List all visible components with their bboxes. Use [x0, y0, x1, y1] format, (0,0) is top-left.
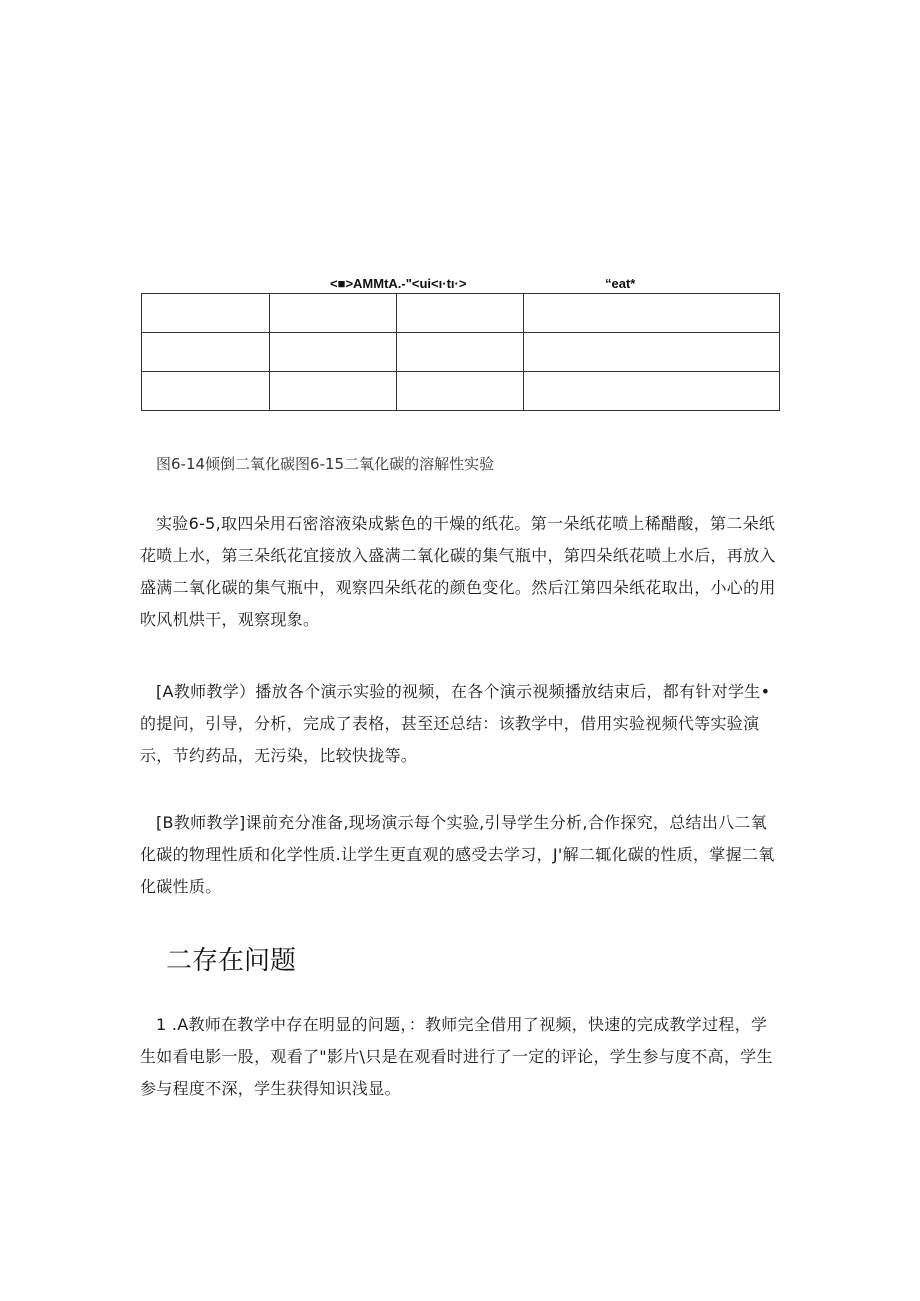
table-cell — [270, 372, 397, 411]
table-row — [142, 372, 780, 411]
section-heading: 二存在问题 — [166, 946, 297, 976]
table-cell — [524, 294, 780, 333]
table-caption-right: “eat* — [605, 276, 636, 291]
table-caption — [140, 276, 780, 294]
paragraph-teacher-a: [A教师教学）播放各个演示实验的视频，在各个演示视频播放结束后，都有针对学生•的提问，引导，分析，完成了表格，甚至还总结：该教学中，借用实验视频代等实验演示，节约药品，无污染，比较快拢等。 — [140, 682, 771, 765]
paragraph-problem-1: 1 .A教师在教学中存在明显的问题，：教师完全借用了视频，快速的完成教学过程，学生如看电影一股，观看了"影片\只是在观看时进行了一定的评论，学生参与度不高，学生参与程度不深，学生获得知识浅显。 — [140, 1015, 773, 1098]
table-caption-left: <■>AMMtA.-"<ui<ı·tı·> — [330, 276, 467, 291]
table-row — [142, 294, 780, 333]
paragraph-teacher-b: [B教师教学]课前充分准备,现场演示每个实验,引导学生分析,合作探究，总结出八二氧化碳的物理性质和化学性质.让学生更直观的感受去学习，J'解二辄化碳的性质，掌握二氧化碳性质。 — [140, 813, 775, 896]
table-cell — [270, 294, 397, 333]
table-cell — [397, 333, 524, 372]
table-cell — [397, 372, 524, 411]
table-cell — [397, 294, 524, 333]
figure-caption: 图6-14倾倒二氧化碳图6-15二氧化碳的溶解性实验 — [156, 455, 495, 473]
table-row — [142, 333, 780, 372]
table-cell — [270, 333, 397, 372]
table-cell — [524, 333, 780, 372]
data-table — [141, 293, 780, 411]
table-cell — [142, 294, 270, 333]
table-cell — [524, 372, 780, 411]
paragraph-experiment: 实验6-5,取四朵用石密溶液染成紫色的干燥的纸花。第一朵纸花喷上稀醋酸，第二朵纸花喷上水，第三朵纸花宜接放入盛满二氧化碳的集气瓶中，第四朵纸花喷上水后，再放入盛满二氧化碳的集气瓶中，观察四朵纸花的颜色变化。然后江第四朵纸花取出，小心的用吹风机烘干，观察现象。 — [140, 514, 776, 629]
table-cell — [142, 333, 270, 372]
table-cell — [142, 372, 270, 411]
